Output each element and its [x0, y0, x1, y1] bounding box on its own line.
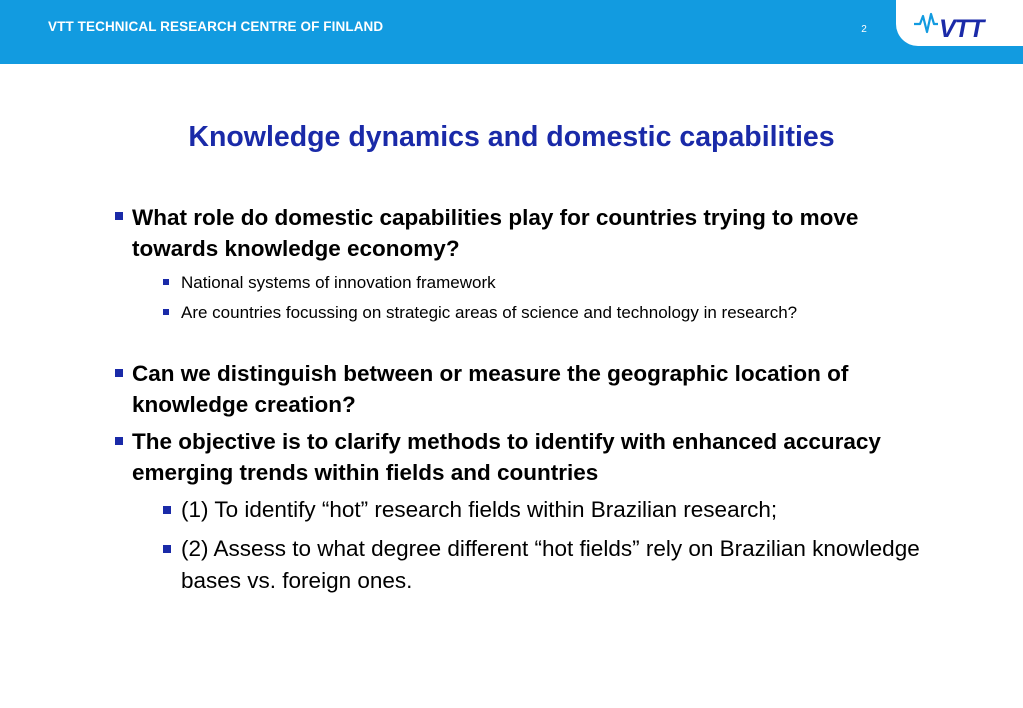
bullet-3: The objective is to clarify methods to identify with enhanced accuracy emerging trends within fields and countries [132, 429, 881, 485]
bullet-marker [115, 212, 123, 220]
sub-bullet-3-1: (1) To identify “hot” research fields within Brazilian research; [181, 497, 778, 522]
sub-bullet-marker [163, 506, 171, 514]
sub-bullet-1-2: Are countries focussing on strategic areas of science and technology in research? [181, 303, 798, 322]
sub-bullet-1-1: National systems of innovation framework [181, 273, 496, 292]
vtt-logo [912, 6, 1012, 42]
page-number: 2 [861, 24, 867, 35]
bullet-2: Can we distinguish between or measure the geographic location of knowledge creation? [132, 361, 849, 417]
pulse-wave-icon [914, 14, 938, 32]
sub-bullet-marker [163, 309, 169, 315]
header-bar [0, 0, 1023, 64]
org-name: VTT TECHNICAL RESEARCH CENTRE OF FINLAND [48, 19, 384, 34]
bullet-marker [115, 369, 123, 377]
bullet-marker [115, 437, 123, 445]
bullet-1: What role do domestic capabilities play for countries trying to move towards knowledge economy? [132, 205, 859, 261]
sub-bullet-marker [163, 279, 169, 285]
sub-bullet-marker [163, 545, 171, 553]
slide-title: Knowledge dynamics and domestic capabilities [188, 121, 835, 153]
logo-wordmark: VTT [939, 15, 984, 42]
sub-bullet-3-2: (2) Assess to what degree different “hot fields” rely on Brazilian knowledge bases vs. foreign ones. [181, 536, 920, 593]
